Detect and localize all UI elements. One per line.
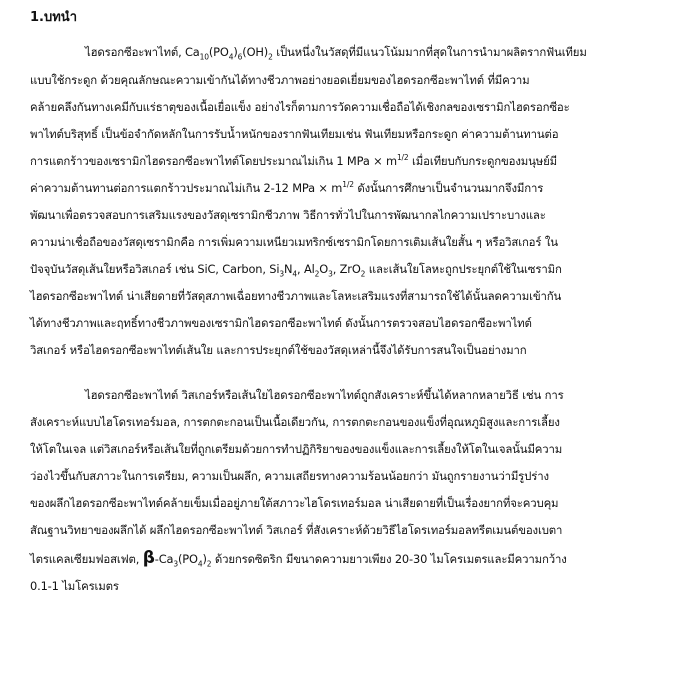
paragraph-2-line-8: 0.1-1 ไมโครเมตร xyxy=(30,579,119,593)
text-run: ด้วยกรดซิตริก มีขนาดความยาวเพียง 20-30 ไมโครเมตรและมีความกว้าง xyxy=(211,552,567,566)
subscript: 3 xyxy=(279,269,285,279)
paragraph-2-line-7 xyxy=(30,549,567,569)
beta-symbol: β xyxy=(142,548,155,568)
text-run: (OH) xyxy=(242,45,269,59)
paragraph-1-line-5 xyxy=(30,151,557,171)
paragraph-2-line-1: ไฮดรอกซีอะพาไทต์ วิสเกอร์หรือเส้นใยไฮดรอกซีอะพาไทต์ถูกสังเคราะห์ขึ้นได้หลากหลายวิธี เช่น การ xyxy=(85,388,564,402)
text-run: ) xyxy=(202,552,207,566)
superscript: 1/2 xyxy=(396,153,409,163)
paragraph-1-line-12: วิสเกอร์ หรือไฮดรอกซีอะพาไทต์เส้นใย และการประยุกต์ใช้ของวัสดุเหล่านี้จึงได้รับการสนใจเป็นอย่างมาก xyxy=(30,343,527,357)
text-run: ค่าความต้านทานต่อการแตกร้าวประมาณไม่เกิน 2-12 MPa × m xyxy=(30,181,343,195)
subscript: 2 xyxy=(268,52,273,62)
text-run: ไฮดรอกซีอะพาไทต์, Ca xyxy=(85,45,200,59)
text-run: และเส้นใยโลหะถูกประยุกต์ใช้ในเซรามิก xyxy=(365,262,562,276)
subscript: 3 xyxy=(328,269,333,279)
paragraph-1-line-3: คล้ายคลึงกันทางเคมีกับแร่ธาตุของเนื้อเยื่อแข็ง อย่างไรก็ตามการวัดความเชื่อถือได้เชิงกลของเซรามิกไฮดรอกซีอะ xyxy=(30,100,570,114)
text-run: (PO xyxy=(208,45,229,59)
paragraph-1-line-4: พาไทต์บริสุทธิ์ เป็นข้อจำกัดหลักในการรับน้ำหนักของรากฟันเทียมเช่น ฟันเทียมหรือกระดูก ค่าความต้านทานต่อ xyxy=(30,127,559,141)
subscript: 2 xyxy=(360,269,366,279)
text-run: , Al xyxy=(297,262,315,276)
text-run: ไตรแคลเซียมฟอสเฟต, xyxy=(30,552,143,566)
text-run: (PO xyxy=(178,552,198,566)
subscript: 10 xyxy=(199,52,209,62)
subscript: 3 xyxy=(173,559,178,569)
text-run: ดังนั้นการศึกษาเป็นจำนวนมากจึงมีการ xyxy=(353,181,544,195)
subscript: 4 xyxy=(228,52,234,62)
paragraph-1-line-11: ได้ทางชีวภาพและฤทธิ์ทางชีวภาพของเซรามิกไฮดรอกซีอะพาไทต์ ดังนั้นการตรวจสอบไฮดรอกซีอะพาไทต์ xyxy=(30,316,532,330)
text-run: N xyxy=(284,262,293,276)
section-heading: 1.บทนำ xyxy=(30,10,77,25)
paragraph-1-line-2: แบบใช้กระดูก ด้วยคุณลักษณะความเข้ากันได้ทางชีวภาพอย่างยอดเยี่ยมของไฮดรอกซีอะพาไทต์ ที่มีความ xyxy=(30,73,530,87)
text-run: เมื่อเทียบกับกระดูกของมนุษย์มี xyxy=(408,154,558,168)
text-run: ) xyxy=(233,45,238,59)
superscript: 1/2 xyxy=(342,180,354,190)
paragraph-1-line-6 xyxy=(30,178,543,198)
subscript: 2 xyxy=(206,559,212,569)
paragraph-1-line-9 xyxy=(30,259,562,279)
subscript: 4 xyxy=(197,559,203,569)
paragraph-2-line-4: ว่องไวขึ้นกับสภาวะในการเตรียม, ความเป็นผลึก, ความเสถียรทางความร้อนน้อยกว่า มันถูกรายงานว่ามีรูปร่าง xyxy=(30,469,549,483)
subscript: 6 xyxy=(237,52,243,62)
paragraph-1-line-1 xyxy=(85,42,587,62)
text-run: เป็นหนึ่งในวัสดุที่มีแนวโน้มมากที่สุดในการนำมาผลิตรากฟันเทียม xyxy=(272,45,587,59)
text-run: O xyxy=(319,262,329,276)
text-run: -Ca xyxy=(154,552,174,566)
paragraph-1-line-10: ไฮดรอกซีอะพาไทต์ น่าเสียดายที่วัสดุสภาพเฉื่อยทางชีวภาพและโลหะเสริมแรงที่สามารถใช้ได้นั้นลดความเข้ากัน xyxy=(30,289,562,303)
paragraph-2-line-2: สังเคราะห์แบบไฮโดรเทอร์มอล, การตกตะกอนเป็นเนื้อเดียวกัน, การตกตะกอนของแข็งที่อุณหภูมิสูงและการเลี้ยง xyxy=(30,415,560,429)
text-run: การแตกร้าวของเซรามิกไฮดรอกซีอะพาไทต์โดยประมาณไม่เกิน 1 MPa × m xyxy=(30,154,397,168)
paragraph-2-line-3: ให้โตในเจล แต่วิสเกอร์หรือเส้นใยที่ถูกเตรียมด้วยการทำปฏิกิริยาของของแข็งและการเลี้ยงให้โตในเจลนั้นมีความ xyxy=(30,442,563,456)
paragraph-1-line-7: พัฒนาเพื่อตรวจสอบการเสริมแรงของวัสดุเซรามิกชีวภาพ วิธีการทั่วไปในการพัฒนากลไกความเปราะบางและ xyxy=(30,208,546,222)
paragraph-2-line-5: ของผลึกไฮดรอกซีอะพาไทต์คล้ายเข็มเมื่ออยู่ภายใต้สภาวะไฮโดรเทอร์มอล น่าเสียดายที่เป็นเรื่องยากที่จะควบคุม xyxy=(30,496,559,510)
paragraph-1-line-8: ความน่าเชื่อถือของวัสดุเซรามิกคือ การเพิ่มความเหนียวเมทริกซ์เซรามิกโดยการเติมเส้นใยสั้น ๆ หรือวิสเกอร์ ใน xyxy=(30,235,558,249)
text-run: , ZrO xyxy=(332,262,361,276)
subscript: 2 xyxy=(314,269,320,279)
subscript: 4 xyxy=(292,269,298,279)
paragraph-2-line-6: สัณฐานวิทยาของผลึกได้ ผลึกไฮดรอกซีอะพาไทต์ วิสเกอร์ ที่สังเคราะห์ด้วยวิธีไฮโดรเทอร์มอลทรีตเมนต์ของเบตา xyxy=(30,523,563,537)
text-run: ปัจจุบันวัสดุเส้นใยหรือวิสเกอร์ เช่น SiC, Carbon, Si xyxy=(30,262,280,276)
